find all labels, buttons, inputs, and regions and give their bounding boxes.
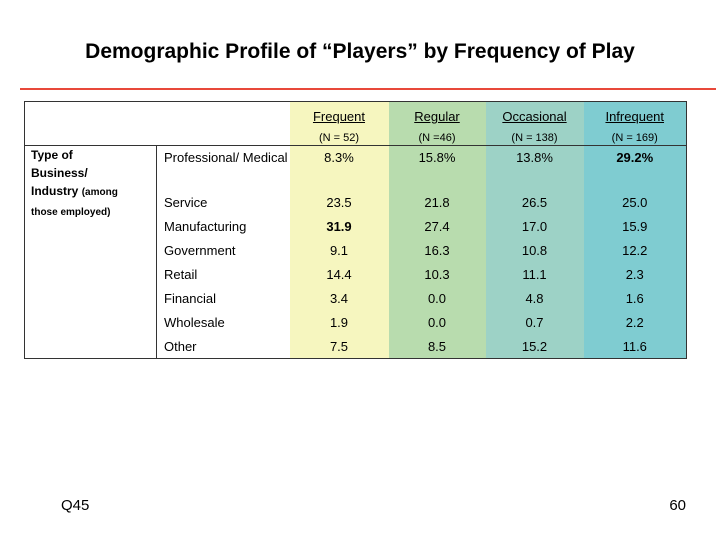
value-cell: 21.8 bbox=[389, 191, 486, 215]
row-category: Other bbox=[157, 335, 290, 359]
value-cell: 2.2 bbox=[584, 311, 687, 335]
value-cell: 8.5 bbox=[389, 335, 486, 359]
row-group-label bbox=[25, 146, 157, 359]
col-n: (N = 169) bbox=[611, 132, 658, 144]
value-cell: 11.6 bbox=[584, 335, 687, 359]
value-cell: 29.2% bbox=[584, 146, 687, 191]
value-cell: 7.5 bbox=[290, 335, 389, 359]
group-line bbox=[31, 202, 156, 222]
col-n: (N = 138) bbox=[511, 132, 558, 144]
col-n: (N = 52) bbox=[318, 132, 360, 144]
value-cell: 15.8% bbox=[389, 146, 486, 191]
col-name: Frequent bbox=[312, 109, 366, 124]
col-name: Regular bbox=[414, 109, 460, 124]
value-cell: 31.9 bbox=[290, 215, 389, 239]
value-cell: 1.9 bbox=[290, 311, 389, 335]
col-n: (N =46) bbox=[418, 132, 456, 144]
value-cell: 10.3 bbox=[389, 263, 486, 287]
value-cell: 10.8 bbox=[486, 239, 584, 263]
col-header-regular bbox=[389, 102, 486, 146]
header-row bbox=[25, 102, 687, 146]
row-category: Financial bbox=[157, 287, 290, 311]
value-cell: 3.4 bbox=[290, 287, 389, 311]
col-header-occasional bbox=[486, 102, 584, 146]
value-cell: 26.5 bbox=[486, 191, 584, 215]
value-cell: 23.5 bbox=[290, 191, 389, 215]
row-category: Professional/ Medical bbox=[157, 146, 290, 191]
value-cell: 0.0 bbox=[389, 287, 486, 311]
value-cell: 1.6 bbox=[584, 287, 687, 311]
slide-title: Demographic Profile of “Players” by Frequency of Play bbox=[85, 40, 635, 63]
table-body bbox=[25, 146, 687, 359]
group-suffix: those employed) bbox=[31, 207, 111, 218]
col-name: Infrequent bbox=[605, 109, 665, 124]
value-cell: 12.2 bbox=[584, 239, 687, 263]
row-category: Manufacturing bbox=[157, 215, 290, 239]
value-cell: 0.7 bbox=[486, 311, 584, 335]
group-line bbox=[31, 182, 156, 202]
value-cell: 0.0 bbox=[389, 311, 486, 335]
group-text: Industry bbox=[31, 184, 79, 198]
row-category: Retail bbox=[157, 263, 290, 287]
value-cell: 25.0 bbox=[584, 191, 687, 215]
question-code: Q45 bbox=[61, 497, 90, 514]
value-cell: 15.2 bbox=[486, 335, 584, 359]
table-row bbox=[25, 146, 687, 191]
value-cell: 11.1 bbox=[486, 263, 584, 287]
col-header-infrequent bbox=[584, 102, 687, 146]
value-cell: 14.4 bbox=[290, 263, 389, 287]
title-rule bbox=[20, 88, 716, 90]
col-header-frequent bbox=[290, 102, 389, 146]
group-line: Business/ bbox=[31, 166, 88, 180]
value-cell: 16.3 bbox=[389, 239, 486, 263]
profile-table bbox=[24, 101, 687, 359]
value-cell: 27.4 bbox=[389, 215, 486, 239]
value-cell: 2.3 bbox=[584, 263, 687, 287]
col-name: Occasional bbox=[502, 109, 567, 124]
value-cell: 17.0 bbox=[486, 215, 584, 239]
group-suffix: (among bbox=[81, 187, 118, 198]
row-category: Service bbox=[157, 191, 290, 215]
value-cell: 8.3% bbox=[290, 146, 389, 191]
value-cell: 9.1 bbox=[290, 239, 389, 263]
header-blank bbox=[157, 102, 290, 146]
row-category: Government bbox=[157, 239, 290, 263]
value-cell: 15.9 bbox=[584, 215, 687, 239]
value-cell: 4.8 bbox=[486, 287, 584, 311]
row-category: Wholesale bbox=[157, 311, 290, 335]
value-cell: 13.8% bbox=[486, 146, 584, 191]
header-corner bbox=[25, 102, 157, 146]
page-number: 60 bbox=[669, 497, 686, 514]
group-line: Type of bbox=[31, 148, 73, 162]
